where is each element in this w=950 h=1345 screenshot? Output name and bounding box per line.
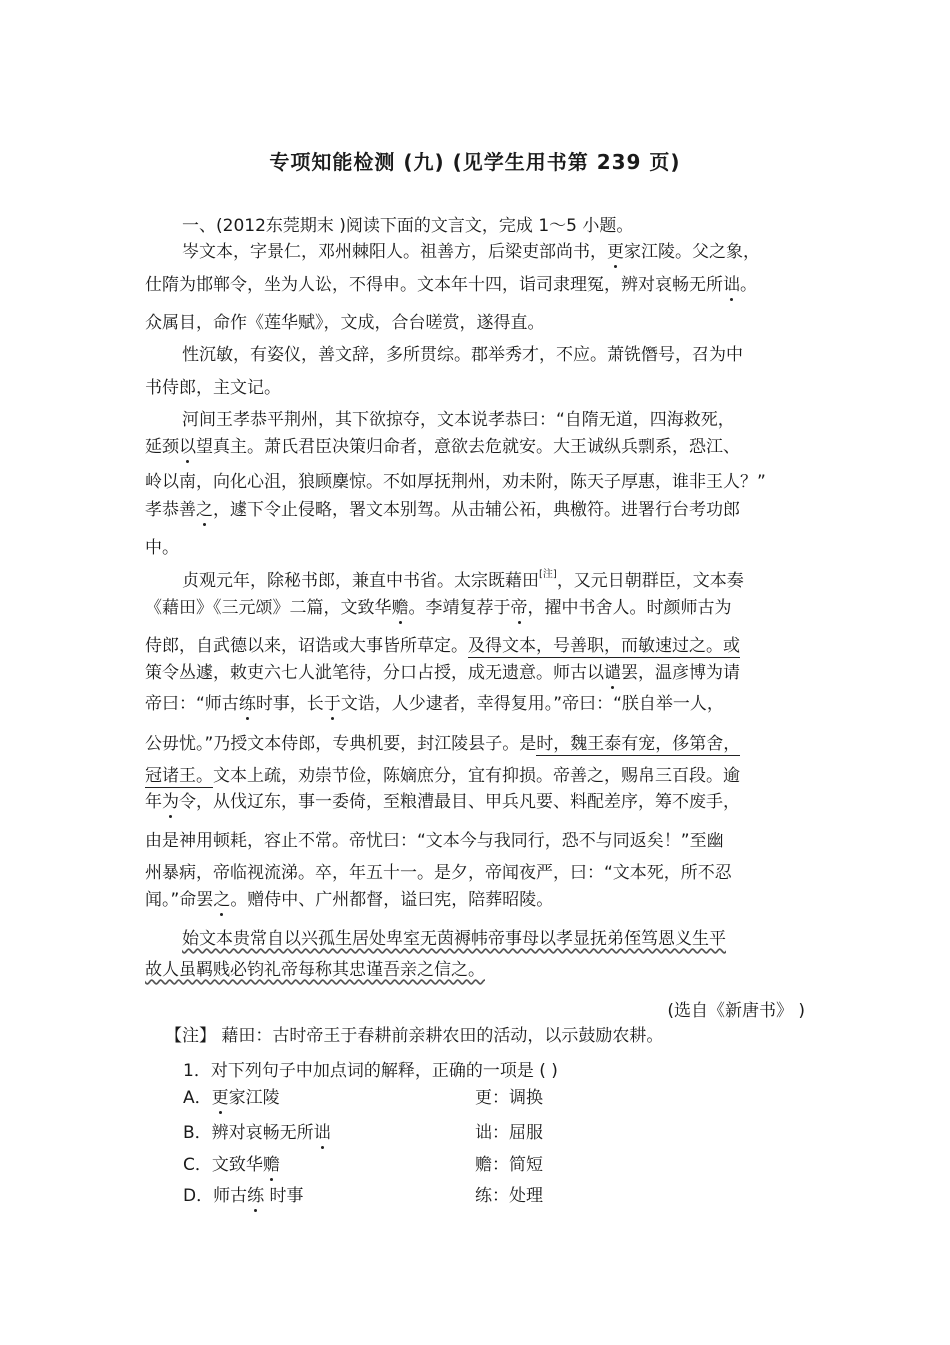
option-a: A．更家江陵	[183, 1088, 280, 1108]
underlined-sentence: 时，魏王泰有宠，侈第舍，	[536, 734, 741, 754]
footnote: 【注】 藉田：古时帝王于春耕前亲耕农田的活动，以示鼓励农耕。	[165, 1026, 664, 1046]
passage-line: 贞观元年，除秘书郎，兼直中书省。太宗既藉田[注]，又元日朝群臣，文本奏	[182, 569, 744, 591]
passage-line: 由是神用顿耗，容止不常。帝忧曰：“文本今与我同行，恐不与同返矣！”至幽	[145, 831, 724, 851]
passage-line: 延颈以望真主。萧氏君臣决策归命者，意欲去危就安。大王诚纵兵剽系，恐江、	[145, 437, 740, 457]
passage-line: 州暴病，帝临视流涕。卒，年五十一。是夕，帝闻夜严，曰：“文本死，所不忍	[145, 863, 732, 883]
passage-line	[145, 959, 485, 981]
passage-line: 众属目，命作《莲华赋》，文成，合台嗟赏，遂得直。	[145, 313, 545, 333]
footnote-marker: [注]	[539, 569, 557, 580]
passage-line: 岑文本，字景仁，邓州棘阳人。祖善方，后梁吏部尚书，更家江陵。父之象，	[182, 242, 760, 262]
passage-line: 闻。”命罢之。赠侍中、广州都督，谥曰宪，陪葬昭陵。	[145, 890, 554, 910]
passage-line: 性沉敏，有姿仪，善文辞，多所贯综。郡举秀才，不应。萧铣僭号，召为中	[182, 345, 743, 365]
passage-line: 冠诸王。文本上疏，劝崇节俭，陈嫡庶分，宜有抑损。帝善之，赐帛三百段。逾	[145, 766, 740, 786]
passage-line: 侍郎，自武德以来，诏诰或大事皆所草定。及得文本，号善职，而敏速过之。或	[145, 636, 740, 656]
passage-line: 书侍郎，主文记。	[145, 378, 281, 398]
option-b: B．辨对哀畅无所诎	[183, 1123, 331, 1143]
section-intro: 一、(2012东莞期末 )阅读下面的文言文，完成 1～5 小题。	[182, 216, 634, 236]
punctuation-exercise: 始文本贵常自以兴孤生居处卑室无茵褥帏帝事母以孝显抚弟侄笃恩义生平	[182, 929, 726, 949]
source-citation: (选自《新唐书》 )	[667, 1001, 805, 1021]
passage-line: 年为令，从伐辽东，事一委倚，至粮漕最目、甲兵凡要、料配差序，筹不废手，	[145, 792, 740, 812]
option-d-explanation: 练：处理	[475, 1186, 543, 1206]
passage-line: 仕隋为邯郸令，坐为人讼，不得申。文本年十四，诣司隶理冤，辨对哀畅无所诎。	[145, 275, 757, 295]
underlined-sentence: 冠诸王。	[145, 766, 213, 786]
option-b-explanation: 诎：屈服	[475, 1123, 543, 1143]
passage-line: 公毋忧。”乃授文本侍郎，专典机要，封江陵县子。是时，魏王泰有宠，侈第舍，	[145, 734, 741, 754]
passage-line: 孝恭善之，遽下令止侵略，署文本别驾。从击辅公祏，典檄符。进署行台考功郎	[145, 500, 740, 520]
underlined-sentence: 及得文本，号善职，而敏速过之。或	[468, 636, 740, 656]
option-a-explanation: 更：调换	[475, 1088, 543, 1108]
passage-line	[182, 928, 726, 950]
page-title: 专项知能检测 (九) (见学生用书第 239 页)	[269, 150, 681, 174]
passage-line: 岭以南，向化心沮，狼顾麇惊。不如厚抚荆州，劝未附，陈天子厚惠，谁非王人？”	[145, 472, 766, 492]
passage-line: 中。	[145, 538, 179, 558]
passage-line: 河间王孝恭平荆州，其下欲掠夺，文本说孝恭曰：“自隋无道，四海救死，	[182, 410, 735, 430]
passage-line: 《藉田》《三元颂》二篇，文致华赡。李靖复荐于帝，擢中书舍人。时颜师古为	[145, 598, 732, 618]
punctuation-exercise: 故人虽羁贱必钧礼帝每称其忠谨吾亲之信之。	[145, 960, 485, 980]
passage-line: 帝曰：“师古练时事，长于文诰，人少逮者，幸得复用。”帝曰：“朕自举一人，	[145, 694, 724, 714]
option-c: C．文致华赡	[183, 1155, 280, 1175]
option-d: D．师古练 时事	[183, 1186, 304, 1206]
question-stem: 1．对下列句子中加点词的解释，正确的一项是 ( )	[183, 1061, 558, 1081]
option-c-explanation: 赡：简短	[475, 1155, 543, 1175]
passage-line: 策令丛遽，敕吏六七人泚笔待，分口占授，成无遗意。师古以谴罢，温彦博为请	[145, 663, 740, 683]
